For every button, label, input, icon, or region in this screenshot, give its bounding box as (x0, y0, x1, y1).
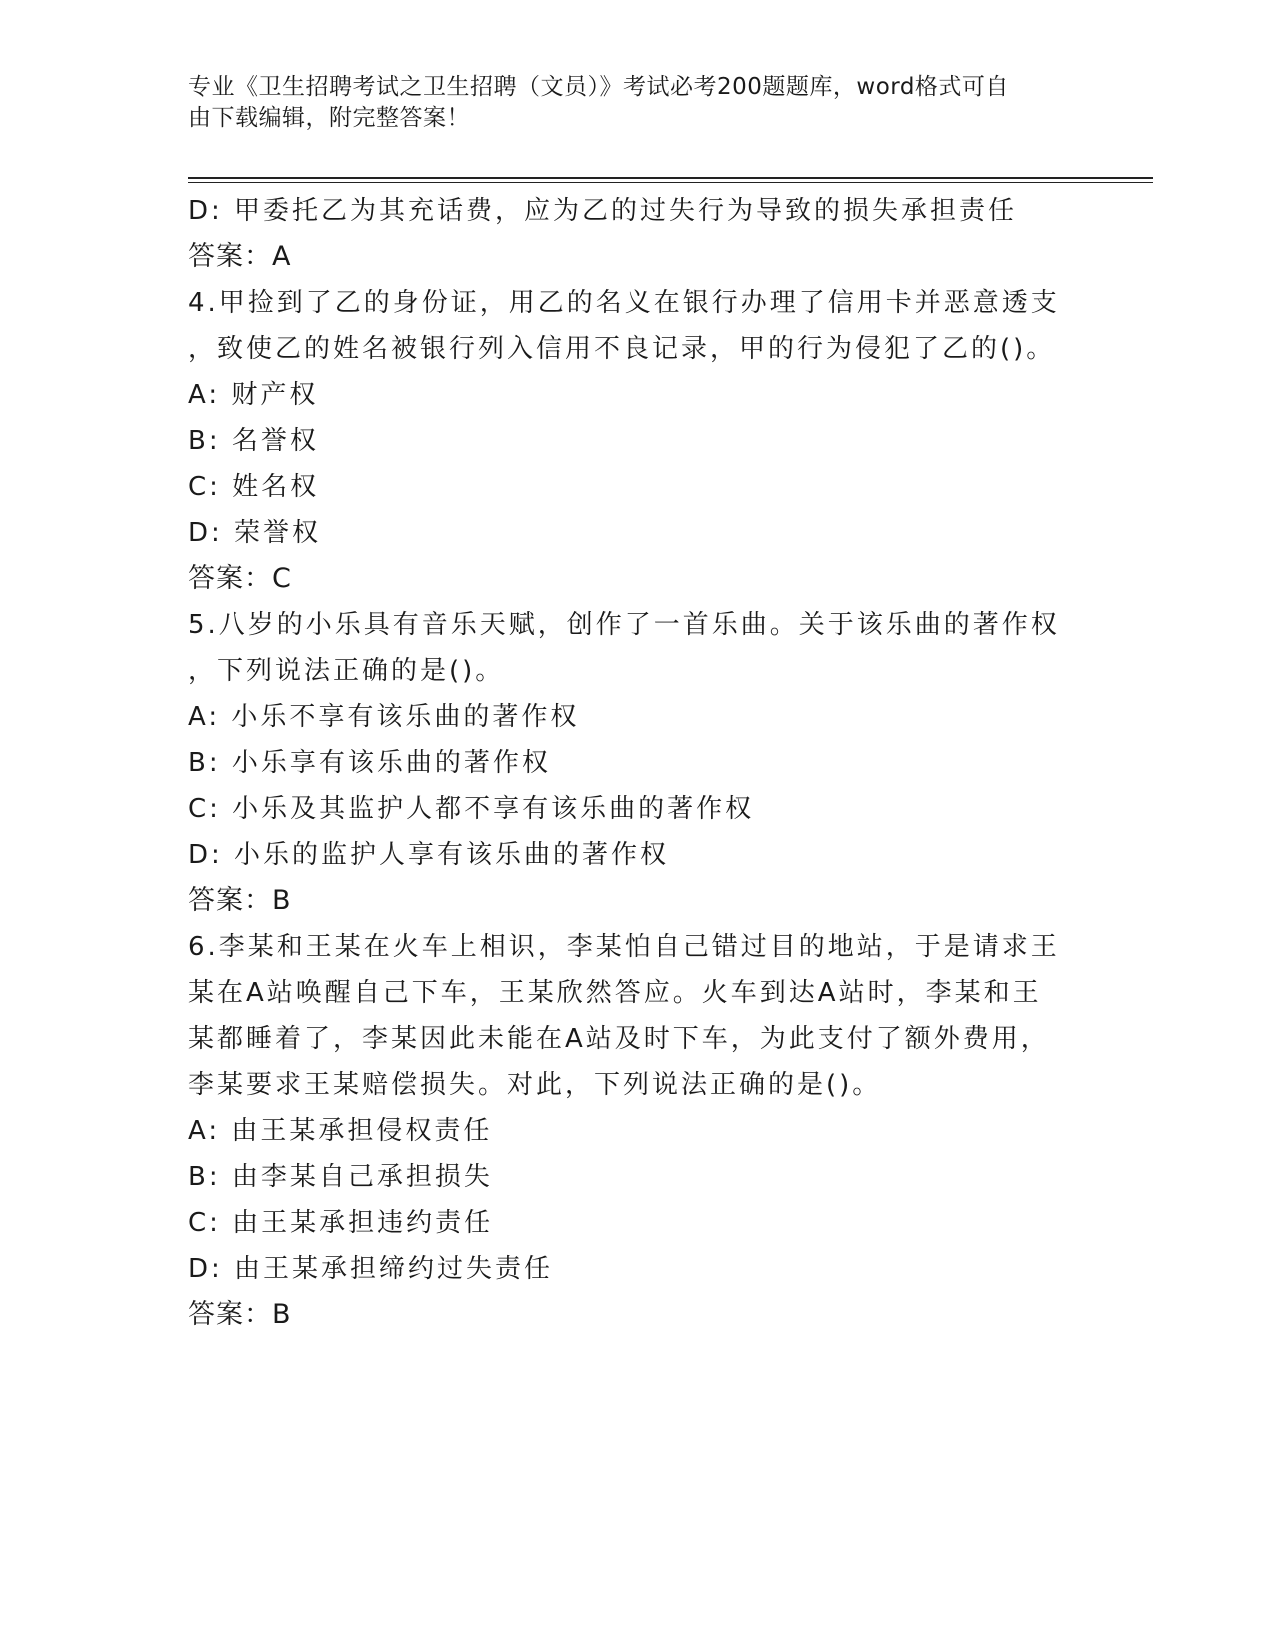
question-text-line: 5.八岁的小乐具有音乐天赋，创作了一首乐曲。关于该乐曲的著作权 (188, 610, 1060, 640)
document-header (188, 72, 1068, 134)
question-5 (188, 602, 1068, 924)
header-line-1: 专业《卫生招聘考试之卫生招聘（文员）》考试必考200题题库，word格式可自 (188, 74, 1009, 100)
header-line-2: 由下载编辑，附完整答案！ (188, 105, 470, 131)
answer-line: 答案：C (188, 563, 292, 594)
question-text-line: 6.李某和王某在火车上相识，李某怕自己错过目的地站，于是请求王 (188, 932, 1060, 962)
question-4 (188, 280, 1068, 602)
answer-line: 答案：B (188, 885, 292, 916)
option-a: A: 小乐不享有该乐曲的著作权 (188, 702, 580, 732)
answer-line: 答案：B (188, 1299, 292, 1330)
question-list (188, 188, 1068, 1338)
option-c: C: 由王某承担违约责任 (188, 1208, 494, 1238)
option-c: C: 姓名权 (188, 472, 320, 502)
option-d: D: 荣誉权 (188, 518, 322, 548)
option-c: C: 小乐及其监护人都不享有该乐曲的著作权 (188, 794, 755, 824)
option-d: D: 小乐的监护人享有该乐曲的著作权 (188, 840, 670, 870)
option-a: A: 由王某承担侵权责任 (188, 1116, 493, 1146)
answer-line: 答案：A (188, 241, 292, 272)
option-d: D: 由王某承担缔约过失责任 (188, 1254, 554, 1284)
question-fragment (188, 188, 1068, 280)
question-6 (188, 924, 1068, 1338)
question-text-line: 某都睡着了，李某因此未能在A站及时下车，为此支付了额外费用， (188, 1024, 1050, 1054)
option-b: B: 小乐享有该乐曲的著作权 (188, 748, 551, 778)
option-a: A: 财产权 (188, 380, 319, 410)
question-text-line: ，致使乙的姓名被银行列入信用不良记录，甲的行为侵犯了乙的()。 (188, 334, 1056, 364)
question-text-line: ，下列说法正确的是()。 (188, 656, 505, 686)
question-text-line: 4.甲捡到了乙的身份证，用乙的名义在银行办理了信用卡并恶意透支 (188, 288, 1060, 318)
question-text-line: 李某要求王某赔偿损失。对此，下列说法正确的是()。 (188, 1070, 882, 1100)
question-text-line: 某在A站唤醒自己下车，王某欣然答应。火车到达A站时，李某和王 (188, 978, 1042, 1008)
option-d: D: 甲委托乙为其充话费，应为乙的过失行为导致的损失承担责任 (188, 196, 1018, 226)
header-divider (188, 177, 1153, 183)
option-b: B: 名誉权 (188, 426, 319, 456)
option-b: B: 由李某自己承担损失 (188, 1162, 493, 1192)
